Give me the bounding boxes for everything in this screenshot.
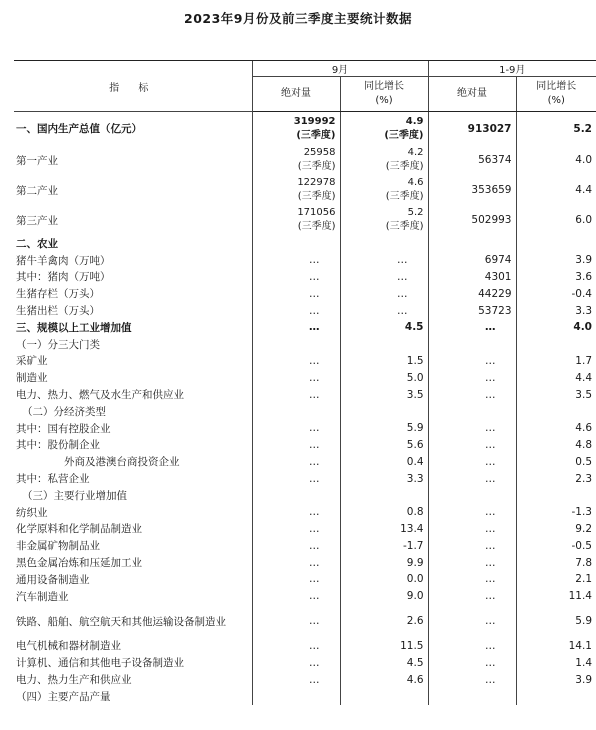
cell-sep-yoy-period: (三季度) xyxy=(385,161,424,172)
cell-ytd-abs: … xyxy=(428,588,516,605)
table-row xyxy=(14,235,596,252)
cell-sep-abs xyxy=(252,487,340,504)
cell-ytd-abs: … xyxy=(428,654,516,671)
cell-sep-yoy: 0.8 xyxy=(340,504,428,521)
cell-ytd-yoy xyxy=(516,487,596,504)
cell-ytd-abs: … xyxy=(428,369,516,386)
table-row xyxy=(14,554,596,571)
table-header xyxy=(14,61,596,112)
row-label: 第三产业 xyxy=(16,214,58,227)
row-label: 纺织业 xyxy=(16,506,48,519)
row-label: 生猪出栏（万头） xyxy=(16,305,100,318)
cell-ytd-abs: … xyxy=(428,554,516,571)
cell-sep-yoy xyxy=(340,205,428,235)
cell-ytd-yoy: 4.8 xyxy=(516,437,596,454)
cell-sep-yoy: 0.4 xyxy=(340,453,428,470)
table-row xyxy=(14,112,596,146)
table-row xyxy=(14,437,596,454)
cell-sep-yoy: 9.9 xyxy=(340,554,428,571)
cell-sep-yoy: -1.7 xyxy=(340,537,428,554)
cell-ytd-yoy: 1.4 xyxy=(516,654,596,671)
row-label: 第二产业 xyxy=(16,184,58,197)
table-row xyxy=(14,470,596,487)
cell-sep-abs: … xyxy=(252,386,340,403)
cell-sep-yoy: 4.5 xyxy=(340,319,428,336)
cell-ytd-abs: 56374 xyxy=(428,145,516,175)
cell-sep-abs: … xyxy=(252,638,340,655)
cell-ytd-abs: 6974 xyxy=(428,252,516,269)
yoy-line1: 同比增长 xyxy=(364,81,404,92)
header-september: 9月 xyxy=(252,61,428,77)
table-row xyxy=(14,285,596,302)
cell-ytd-yoy: -0.4 xyxy=(516,285,596,302)
cell-sep-yoy xyxy=(340,688,428,705)
cell-sep-yoy-period: (三季度) xyxy=(385,221,424,232)
cell-ytd-yoy: 1.7 xyxy=(516,353,596,370)
table-row xyxy=(14,175,596,205)
row-label: 通用设备制造业 xyxy=(16,573,90,586)
row-label: 二、农业 xyxy=(16,237,58,250)
cell-ytd-yoy: -0.5 xyxy=(516,537,596,554)
cell-sep-yoy: 2.6 xyxy=(340,605,428,638)
cell-ytd-yoy: 6.0 xyxy=(516,205,596,235)
cell-sep-abs: … xyxy=(252,285,340,302)
row-label: 汽车制造业 xyxy=(16,590,69,603)
yoy-line1: 同比增长 xyxy=(536,81,577,92)
header-abs-sep: 绝对量 xyxy=(252,77,340,112)
table-row xyxy=(14,453,596,470)
cell-sep-yoy xyxy=(340,175,428,205)
cell-sep-abs xyxy=(252,145,340,175)
cell-ytd-yoy: 3.9 xyxy=(516,671,596,688)
table-row xyxy=(14,487,596,504)
cell-sep-abs xyxy=(252,175,340,205)
cell-sep-abs xyxy=(252,688,340,705)
cell-ytd-abs: … xyxy=(428,420,516,437)
table-row xyxy=(14,386,596,403)
cell-sep-yoy: 3.3 xyxy=(340,470,428,487)
cell-sep-abs xyxy=(252,112,340,146)
cell-ytd-yoy xyxy=(516,336,596,353)
cell-sep-yoy: 5.9 xyxy=(340,420,428,437)
page-title: 2023年9月份及前三季度主要统计数据 xyxy=(184,11,412,26)
cell-ytd-yoy: 4.4 xyxy=(516,175,596,205)
cell-ytd-abs: … xyxy=(428,638,516,655)
cell-sep-yoy xyxy=(340,487,428,504)
row-label: （二）分经济类型 xyxy=(22,405,106,418)
cell-ytd-abs: 502993 xyxy=(428,205,516,235)
row-label: 生猪存栏（万头） xyxy=(16,288,100,301)
cell-sep-abs-value: 171056 xyxy=(297,207,336,218)
cell-ytd-yoy: 4.0 xyxy=(516,145,596,175)
row-label: 电力、热力生产和供应业 xyxy=(16,674,132,687)
table-row xyxy=(14,654,596,671)
cell-ytd-abs: 353659 xyxy=(428,175,516,205)
cell-ytd-yoy: -1.3 xyxy=(516,504,596,521)
cell-ytd-yoy: 3.6 xyxy=(516,269,596,286)
table-row xyxy=(14,302,596,319)
cell-sep-abs: … xyxy=(252,671,340,688)
row-label: 外商及港澳台商投资企业 xyxy=(64,456,180,469)
table-row xyxy=(14,521,596,538)
cell-ytd-yoy: 3.9 xyxy=(516,252,596,269)
cell-ytd-abs: … xyxy=(428,571,516,588)
row-label: 电力、热力、燃气及水生产和供应业 xyxy=(16,389,184,402)
row-label: 非金属矿物制品业 xyxy=(16,540,100,553)
cell-ytd-abs: … xyxy=(428,521,516,538)
cell-sep-abs xyxy=(252,336,340,353)
cell-ytd-yoy xyxy=(516,403,596,420)
cell-ytd-abs: … xyxy=(428,537,516,554)
cell-sep-yoy-value: 4.6 xyxy=(407,177,424,188)
row-label: 其中：私营企业 xyxy=(16,473,90,486)
header-yoy-ytd xyxy=(516,77,596,112)
row-label: 黑色金属冶炼和压延加工业 xyxy=(16,557,142,570)
cell-ytd-abs xyxy=(428,235,516,252)
cell-sep-abs: … xyxy=(252,369,340,386)
table-row xyxy=(14,369,596,386)
cell-sep-yoy xyxy=(340,336,428,353)
cell-sep-yoy: 3.5 xyxy=(340,386,428,403)
cell-sep-abs-period: (三季度) xyxy=(297,191,336,202)
cell-ytd-abs: … xyxy=(428,470,516,487)
cell-ytd-yoy: 4.6 xyxy=(516,420,596,437)
header-ytd: 1-9月 xyxy=(428,61,596,77)
cell-ytd-abs: … xyxy=(428,671,516,688)
table-row xyxy=(14,336,596,353)
table-row xyxy=(14,638,596,655)
cell-sep-abs: … xyxy=(252,470,340,487)
cell-sep-yoy-value: 4.2 xyxy=(407,147,424,158)
cell-ytd-abs: … xyxy=(428,453,516,470)
row-label: 化学原料和化学制品制造业 xyxy=(16,523,142,536)
cell-ytd-yoy: 2.3 xyxy=(516,470,596,487)
row-label: （三）主要行业增加值 xyxy=(22,489,127,502)
table-row xyxy=(14,319,596,336)
cell-ytd-yoy: 11.4 xyxy=(516,588,596,605)
cell-ytd-yoy: 9.2 xyxy=(516,521,596,538)
cell-sep-abs: … xyxy=(252,521,340,538)
table-row xyxy=(14,688,596,705)
cell-ytd-yoy: 4.4 xyxy=(516,369,596,386)
table-row xyxy=(14,571,596,588)
cell-sep-yoy: 4.5 xyxy=(340,654,428,671)
cell-sep-abs: … xyxy=(252,571,340,588)
cell-sep-yoy: 0.0 xyxy=(340,571,428,588)
cell-sep-abs: … xyxy=(252,437,340,454)
cell-sep-yoy-period: (三季度) xyxy=(384,129,424,141)
cell-ytd-yoy: 5.2 xyxy=(516,112,596,146)
cell-sep-yoy: 11.5 xyxy=(340,638,428,655)
cell-ytd-abs: … xyxy=(428,437,516,454)
cell-ytd-abs: … xyxy=(428,605,516,638)
cell-sep-abs: … xyxy=(252,554,340,571)
cell-ytd-abs xyxy=(428,688,516,705)
cell-sep-yoy: … xyxy=(340,302,428,319)
cell-ytd-yoy: 0.5 xyxy=(516,453,596,470)
cell-sep-abs-value: 122978 xyxy=(297,177,336,188)
cell-sep-yoy: 5.6 xyxy=(340,437,428,454)
row-label: （一）分三大门类 xyxy=(16,338,100,351)
cell-sep-abs: … xyxy=(252,252,340,269)
row-label: 猪牛羊禽肉（万吨） xyxy=(16,254,111,267)
cell-ytd-yoy: 5.9 xyxy=(516,605,596,638)
cell-sep-abs-period: (三季度) xyxy=(297,221,336,232)
cell-ytd-abs: … xyxy=(428,504,516,521)
table-row xyxy=(14,537,596,554)
cell-sep-yoy xyxy=(340,112,428,146)
cell-sep-abs-value: 319992 xyxy=(293,115,336,127)
table-row xyxy=(14,252,596,269)
cell-sep-yoy xyxy=(340,403,428,420)
cell-sep-abs: … xyxy=(252,605,340,638)
cell-ytd-abs xyxy=(428,336,516,353)
row-label: 电气机械和器材制造业 xyxy=(16,640,121,653)
header-abs-ytd: 绝对量 xyxy=(428,77,516,112)
table-row xyxy=(14,504,596,521)
row-label: 其中：股份制企业 xyxy=(16,439,100,452)
cell-sep-abs: … xyxy=(252,269,340,286)
row-label: 计算机、通信和其他电子设备制造业 xyxy=(16,657,184,670)
cell-sep-abs-period: (三季度) xyxy=(296,129,336,141)
cell-ytd-abs: … xyxy=(428,353,516,370)
row-label: （四）主要产品产量 xyxy=(16,690,111,703)
cell-sep-yoy-value: 4.9 xyxy=(405,115,424,127)
cell-sep-abs: … xyxy=(252,420,340,437)
cell-sep-abs: … xyxy=(252,504,340,521)
cell-sep-abs xyxy=(252,205,340,235)
cell-sep-yoy-value: 5.2 xyxy=(407,207,424,218)
cell-ytd-abs xyxy=(428,403,516,420)
cell-ytd-abs: 913027 xyxy=(428,112,516,146)
row-label: 三、规模以上工业增加值 xyxy=(16,321,132,334)
cell-sep-abs: … xyxy=(252,537,340,554)
cell-sep-abs: … xyxy=(252,588,340,605)
cell-ytd-yoy: 3.5 xyxy=(516,386,596,403)
row-label: 采矿业 xyxy=(16,355,48,368)
cell-ytd-abs: 53723 xyxy=(428,302,516,319)
indicator-header: 指 标 xyxy=(14,61,252,112)
cell-ytd-abs: … xyxy=(428,319,516,336)
table-row xyxy=(14,403,596,420)
cell-sep-yoy: … xyxy=(340,285,428,302)
table-row xyxy=(14,145,596,175)
cell-sep-yoy: 4.6 xyxy=(340,671,428,688)
cell-sep-abs: … xyxy=(252,654,340,671)
cell-ytd-abs: … xyxy=(428,386,516,403)
yoy-line2: (%) xyxy=(375,95,393,106)
stats-table xyxy=(14,60,596,705)
table-row xyxy=(14,269,596,286)
cell-sep-yoy: 13.4 xyxy=(340,521,428,538)
table-row xyxy=(14,605,596,638)
cell-sep-yoy: … xyxy=(340,269,428,286)
cell-ytd-yoy: 4.0 xyxy=(516,319,596,336)
table-row xyxy=(14,588,596,605)
table-row xyxy=(14,353,596,370)
cell-sep-abs-period: (三季度) xyxy=(297,161,336,172)
cell-ytd-abs: 44229 xyxy=(428,285,516,302)
cell-sep-abs: … xyxy=(252,302,340,319)
cell-sep-yoy: 5.0 xyxy=(340,369,428,386)
cell-sep-yoy: … xyxy=(340,252,428,269)
cell-ytd-yoy: 2.1 xyxy=(516,571,596,588)
row-label: 制造业 xyxy=(16,372,48,385)
cell-ytd-yoy: 7.8 xyxy=(516,554,596,571)
cell-sep-yoy: 1.5 xyxy=(340,353,428,370)
cell-sep-abs: … xyxy=(252,353,340,370)
cell-sep-yoy xyxy=(340,235,428,252)
cell-ytd-yoy: 14.1 xyxy=(516,638,596,655)
row-label: 一、国内生产总值（亿元） xyxy=(16,123,142,135)
cell-ytd-yoy xyxy=(516,688,596,705)
cell-sep-abs: … xyxy=(252,319,340,336)
cell-sep-yoy xyxy=(340,145,428,175)
row-label: 第一产业 xyxy=(16,154,58,167)
cell-sep-abs: … xyxy=(252,453,340,470)
row-label: 其中：国有控股企业 xyxy=(16,422,111,435)
cell-ytd-yoy: 3.3 xyxy=(516,302,596,319)
row-label: 铁路、船舶、航空航天和其他运输设备制造业 xyxy=(16,615,226,628)
table-row xyxy=(14,671,596,688)
cell-sep-yoy: 9.0 xyxy=(340,588,428,605)
cell-sep-abs xyxy=(252,403,340,420)
table-row xyxy=(14,420,596,437)
table-row xyxy=(14,205,596,235)
yoy-line2: (%) xyxy=(547,95,565,106)
cell-ytd-abs: 4301 xyxy=(428,269,516,286)
cell-ytd-yoy xyxy=(516,235,596,252)
cell-sep-yoy-period: (三季度) xyxy=(385,191,424,202)
table-body xyxy=(14,112,596,705)
cell-sep-abs xyxy=(252,235,340,252)
cell-sep-abs-value: 25958 xyxy=(303,147,336,158)
row-label: 其中：猪肉（万吨） xyxy=(16,271,111,284)
header-yoy-sep xyxy=(340,77,428,112)
cell-ytd-abs xyxy=(428,487,516,504)
